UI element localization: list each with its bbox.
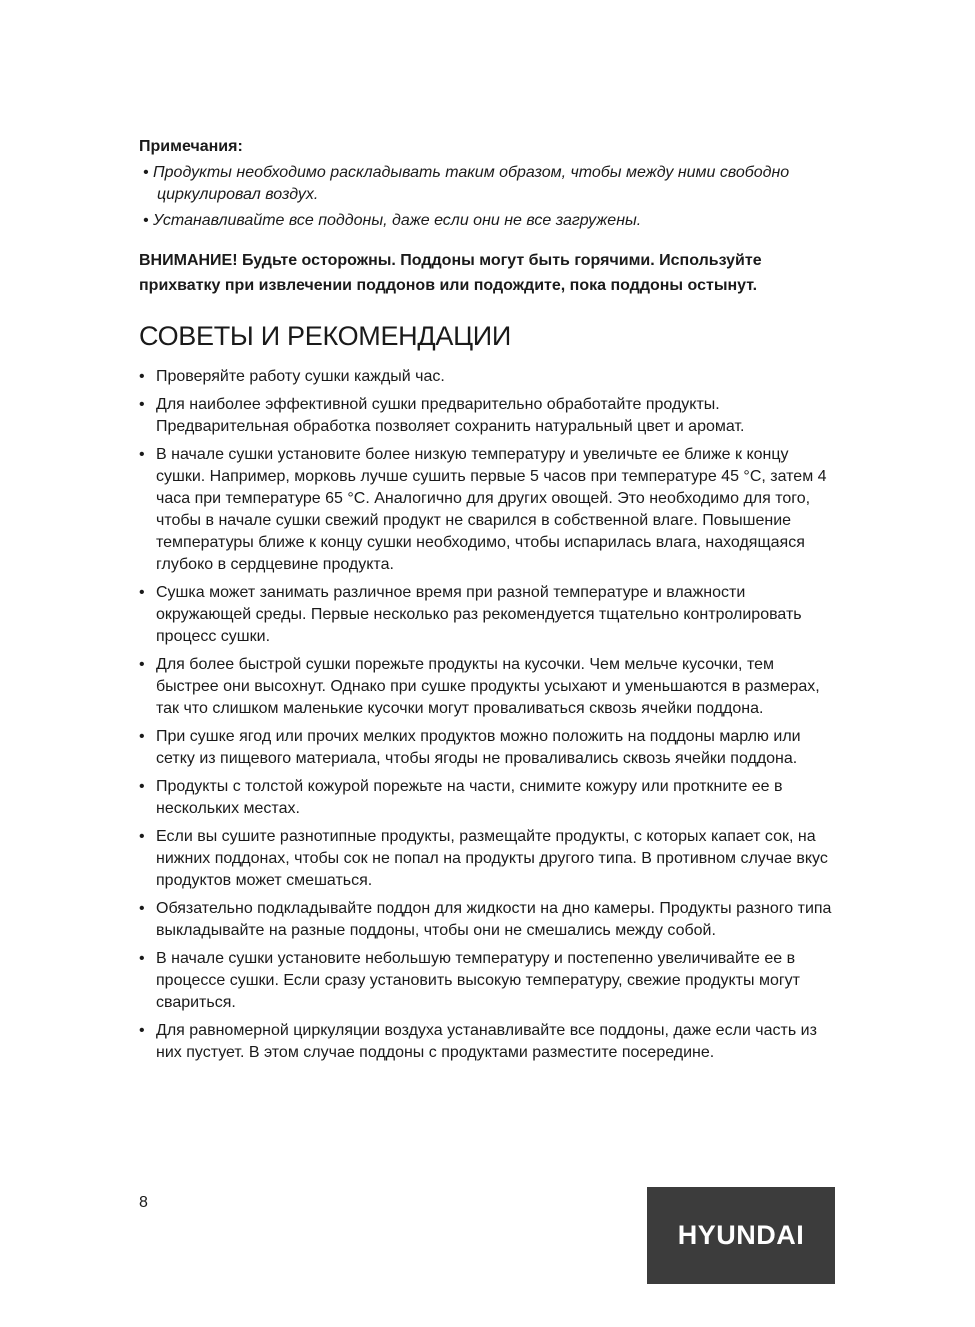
tip-item [139,948,839,1014]
bullet-icon: • [139,728,145,745]
page-content [139,136,839,1070]
tip-item [139,826,839,892]
bullet-icon: • [139,584,145,601]
page-number: 8 [139,1194,148,1211]
tip-item [139,394,839,438]
tip-text: Для более быстрой сушки порежьте продукты на кусочки. Чем мельче кусочки, тем быстрее они высохнут. Однако при сушке продукты усыхают и уменьшаются в размерах, так что слишком маленькие кусочки могут проваливаться сквозь ячейки поддона. [156,656,820,717]
tip-item [139,582,839,648]
bullet-icon: • [139,446,145,463]
tip-text: Продукты с толстой кожурой порежьте на части, снимите кожуру или проткните ее в нескольких местах. [156,778,783,817]
tip-text: В начале сушки установите более низкую температуру и увеличьте ее ближе к концу сушки. Например, морковь лучше сушить первые 5 часов при температуре 45 °C, затем 4 часа при температуре 65 °C. Аналогично для других овощей. Это необходимо для того, чтобы в начале сушки свежий продукт не сварился в собственной влаге. Повышение температуры ближе к концу сушки необходимо, чтобы испарилась влага, находящаяся глубоко в сердцевине продукта. [156,446,827,573]
brand-logo-text: HYUNDAI [677,1220,805,1250]
section-title: СОВЕТЫ И РЕКОМЕНДАЦИИ [139,321,511,351]
bullet-icon: • [139,900,145,917]
tip-text: Если вы сушите разнотипные продукты, размещайте продукты, с которых капает сок, на нижних поддонах, чтобы сок не попал на продукты другого типа. В противном случае вкус продуктов может смешаться. [156,828,828,889]
tip-text: Обязательно подкладывайте поддон для жидкости на дно камеры. Продукты разного типа выкладывайте на разные поддоны, чтобы они не смешались между собой. [156,900,832,939]
tips-list [139,366,839,1064]
bullet-icon: • [139,828,145,845]
tip-text: Сушка может занимать различное время при разной температуре и влажности окружающей среды. Первые несколько раз рекомендуется тщательно контролировать процесс сушки. [156,584,802,645]
tip-text: Для наиболее эффективной сушки предварительно обработайте продукты. Предварительная обработка позволяет сохранить натуральный цвет и аромат. [156,396,745,435]
bullet-icon: • [139,656,145,673]
tip-text: При сушке ягод или прочих мелких продуктов можно положить на поддоны марлю или сетку из пищевого материала, чтобы ягоды не проваливались сквозь ячейки поддона. [156,728,801,767]
tip-text: Проверяйте работу сушки каждый час. [156,368,445,385]
tip-text: Для равномерной циркуляции воздуха устанавливайте все поддоны, даже если часть из них пустует. В этом случае поддоны с продуктами разместите посередине. [156,1022,817,1061]
tip-item [139,1020,839,1064]
bullet-icon: • [139,368,145,385]
notes-title: Примечания: [139,138,243,155]
bullet-icon: • [139,778,145,795]
bullet-icon: • [139,950,145,967]
bullet-icon: • [139,1022,145,1039]
tip-item [139,726,839,770]
tip-item [139,898,839,942]
warning-text: ВНИМАНИЕ! Будьте осторожны. Поддоны могут быть горячими. Используйте прихватку при извлечении поддонов или подождите, пока поддоны остынут. [139,252,762,294]
tip-item [139,776,839,820]
bullet-icon: • [139,396,145,413]
note-item: • Устанавливайте все поддоны, даже если они не все загружены. [143,212,642,229]
tip-item [139,366,839,388]
brand-logo [647,1187,835,1284]
tip-item [139,654,839,720]
tip-text: В начале сушки установите небольшую температуру и постепенно увеличивайте ее в процессе сушки. Если сразу установить высокую температуру, свежие продукты могут свариться. [156,950,801,1011]
note-item: • Продукты необходимо раскладывать таким образом, чтобы между ними свободно циркулировал воздух. [143,164,790,203]
tip-item [139,444,839,576]
